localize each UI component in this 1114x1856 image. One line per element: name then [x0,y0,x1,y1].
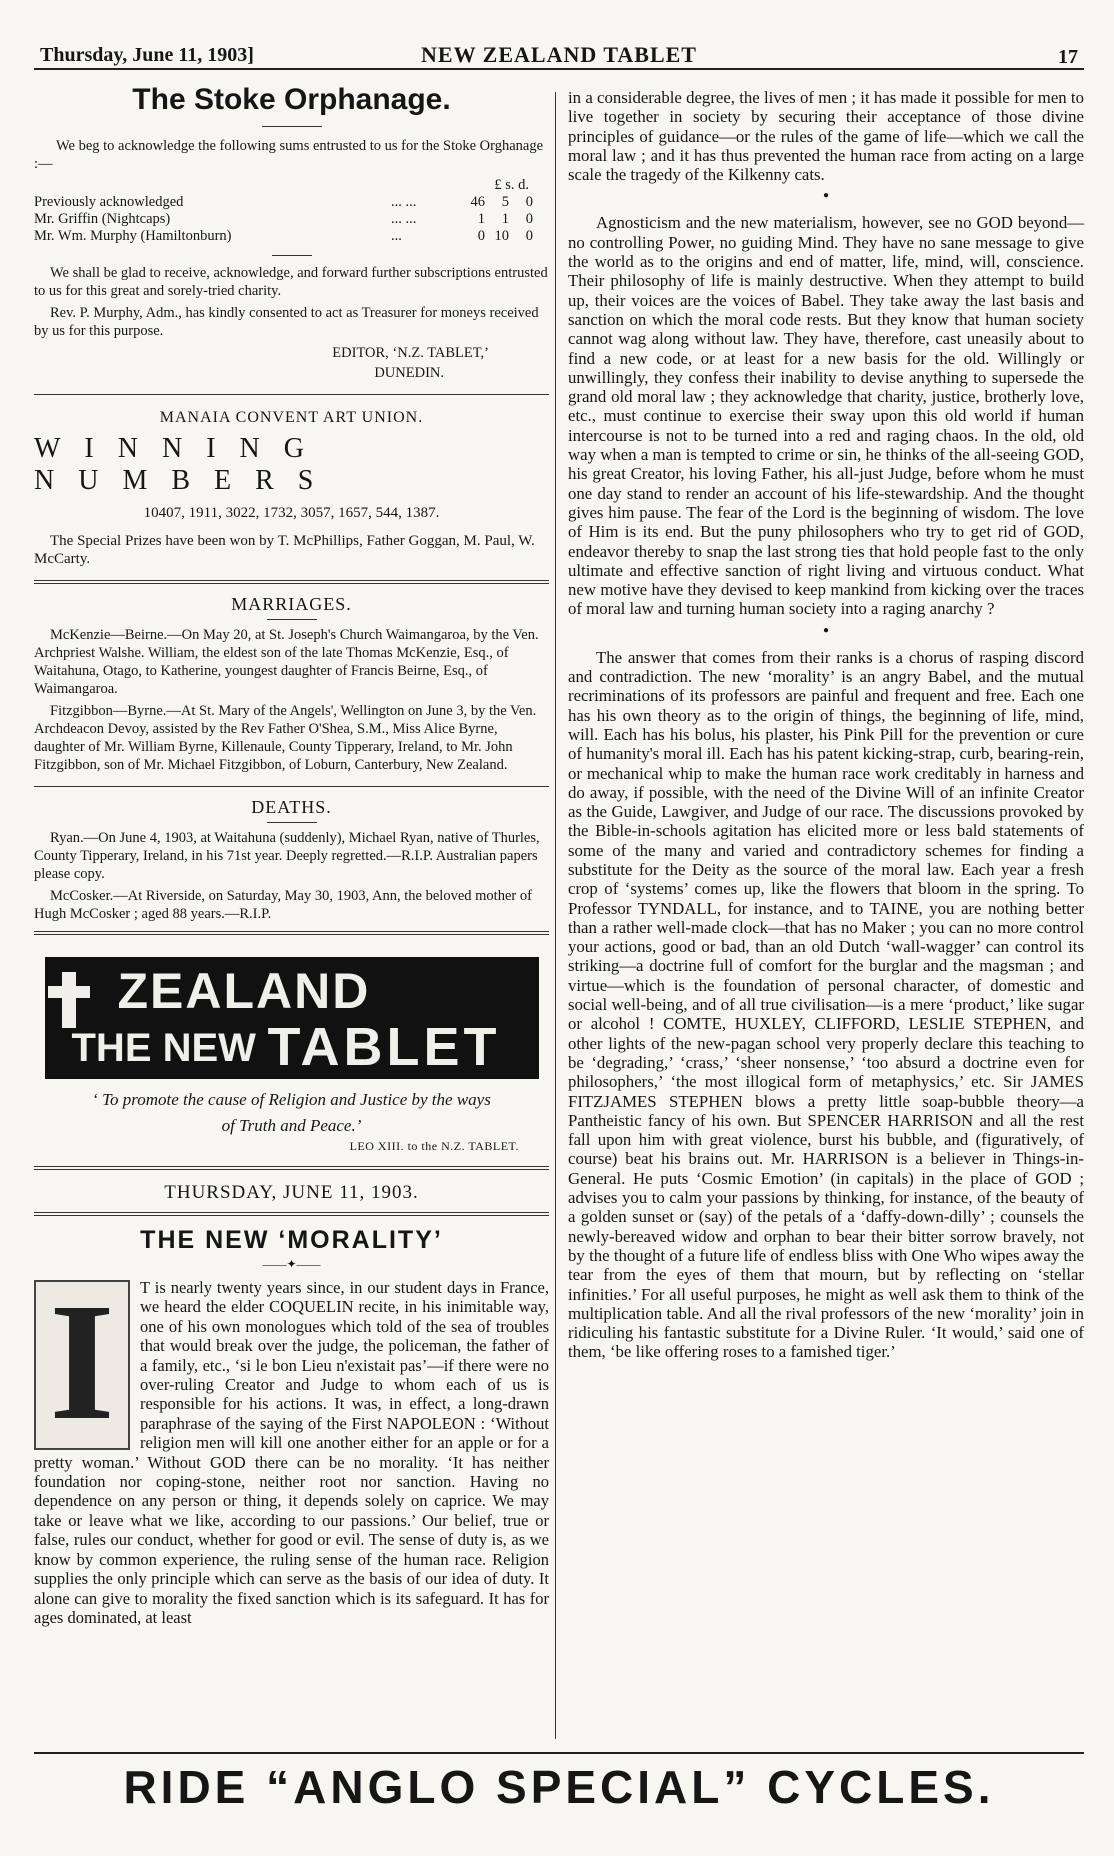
row-shillings: 5 [501,194,509,210]
prize-winners: The Special Prizes have been won by T. McPhillips, Father Goggan, M. Paul, W. McCarty. [34,533,535,567]
banner-line-tablet: TABLET [267,1017,501,1077]
ornament-divider: ——✦—— [262,1257,321,1271]
motto-attribution: LEO XIII. to the N.Z. TABLET. [349,1139,519,1153]
row-pence: 0 [525,211,533,227]
divider [262,126,322,127]
table-row [34,194,549,211]
masthead-banner [45,957,539,1079]
bullet-divider: ● [822,190,830,202]
editorial-title: THE NEW ‘MORALITY’ [140,1226,443,1254]
row-shillings: 10 [494,228,509,244]
footer-advertisement: RIDE “ANGLO SPECIAL” CYCLES. [123,1761,995,1813]
drop-cap-initial: I [34,1280,130,1450]
row-pence: 0 [525,194,533,210]
motto-line-2: of Truth and Peace.’ [221,1116,362,1135]
subscriptions-table [34,177,549,245]
marriage-notice: Fitzgibbon—Byrne.—At St. Mary of the Angels', Wellington on June 3, by the Ven. Archdeacon Devoy, assisted by the Rev Father O'Shea, S.M., Miss Alice Byrne, daughter of Mr. William Byrne, Killenaule, County Tipperary, Ireland, to Mr. John Fitzgibbon, son of Mr. Michael Fitzgibbon, of Loburn, Canterbury, New Zealand. [34,703,537,773]
currency-header: £ s. d. [494,177,529,193]
section-rule [34,931,549,935]
section-rule [34,394,549,395]
row-pounds: 1 [477,211,485,227]
cross-icon [62,972,76,1028]
divider [267,822,317,823]
row-label: Previously acknowledged [34,194,184,210]
deaths-title: DEATHS. [251,797,332,817]
right-column [568,88,1084,1362]
left-column [34,74,549,1627]
winning-numbers-heading: WINNING NUMBERS [34,433,338,496]
table-row [34,228,549,245]
article-paragraph: Agnosticism and the new materialism, however, see no GOD beyond—no controlling Power, no guiding Mind. They have no sane message to give the world as to the origins and end of matter, life, mind, will, conscience. Their philosophy of life is mainly destructive. When they attempt to build up, their voices are the voices of Babel. They take away the last basis and sanction on which the moral code rests. But they know that human society cannot wag along without law. They have, therefore, cast uneasily about to find a new code, or at least for a new basis for the old. Willingly or unwillingly, they confess their inability to devise anything to supersede the grand old moral law ; they acknowledge that charity, justice, brotherly love, etc., must continue to exercise their sway upon this old world if human intercourse is not to be turned into a red and raging chaos. In the old, old way when a man is tempted to crime or sin, he thinks of the all-seeing GOD, his great Creator, his loving Father, his all-just Judge, before whom he must one day stand to render an account of his life-stewardship. And the thought gives him pause. The fear of the Lord is the beginning of wisdom. The love of Him is its end. But the puny philosophers who try to get rid of GOD, endeavor thereby to snap the last strong ties that hold people fast to the only ultimate and effective sanction of right living and virtuous conduct. What new motive have they devised to keep mankind from kicking over the traces of moral law and turning human society into a raging anarchy ? [568,213,1084,619]
page-number: 17 [1058,46,1078,68]
column-divider [555,92,556,1739]
editor-signature: EDITOR, ‘N.Z. TABLET,’ [332,345,489,361]
section-rule [34,580,549,584]
banner-line-the-new: THE NEW [71,1026,256,1070]
section-rule [34,1212,549,1216]
banner-line-zealand: ZEALAND [117,963,371,1019]
row-pounds: 46 [470,194,485,210]
table-row [34,211,549,228]
publication-title: NEW ZEALAND TABLET [421,42,697,67]
currency-header-row [34,177,549,194]
footer-rule [34,1752,1084,1754]
row-dots: ... ... [391,194,417,210]
row-pence: 0 [525,228,533,244]
article-paragraph: The answer that comes from their ranks is a chorus of rasping discord and contradiction. The new ‘morality’ is an angry Babel, and the mutual recriminations of its professors are painful and frequent and free. Each one has his own theory as to the origin of things, the beginning of life, mind, will. Each has his bolus, his plaster, his Pink Pill for the prevention or cure of humanity's moral ill. Each has his patent kicking-strap, curb, bearing-rein, or mechanical whip to make the human race work creditably in harness and do away, if possible, with the need of the Divine Will of an infinite Creator as the Guide, Lawgiver, and Judge of our race. The discussions provoked by the Bible-in-schools agitation has elicited more or less bald statements of some of the many and varied and contradictory schemes for finding a substitute for the Deity as the source of the moral law. Each year a fresh crop of ‘systems’ comes up, like the flowers that bloom in the spring. To Professor TYNDALL, for instance, and to TAINE, you are nothing better than a rather well-made clock—that has no Maker ; you can no more control your actions, good or bad, than an old Dutch ‘wall-wagger’ can control its striking—a doctrine full of comfort for the burglar and the magsman ; and virtue—which is the foundation of personal character, of domestic and social well-being, and of all true civilisation—is a mere ‘product,’ like sugar or alcohol ! COMTE, HUXLEY, CLIFFORD, LESLIE STEPHEN, and other lights of the new-pagan school very properly declare this teaching to be ‘degrading,’ ‘crass,’ ‘sheer nonsense,’ ‘too absurd a doctrine even for philosophers,’ ‘the most illogical form of metaphysics,’ etc. Sir JAMES FITZJAMES STEPHEN blows a pretty little soap-bubble theory—a Pantheistic fancy of his own. But SPENCER HARRISON and all the rest fall upon him with great violence, burst his bubble, and (figuratively, of course) beat his brains out. Mr. HARRISON is a believer in Things-in-General. He puts ‘Cosmic Emotion’ (in capitals) in the place of GOD ; advises you to calm your passions by thinking, for instance, of the beauty of a golden sunset or (say) of the petals of a ‘daffy-down-dilly’ ; counsels the newly-bereaved widow and orphan to bear their bitter sorrow bravely, not by the thought of a future life of endless bliss with One Who wipes away the tear from the eyes of them that mourn, but by reflecting on ‘stellar infinities.’ For all useful purposes, he might as well ask them to think of the multiplication table. And all the rival professors of the new ‘morality’ join in ridiculing his fantastic substitute for a Divine Ruler. ‘It would,’ said one of them, ‘be like offering roses to a famished tiger.’ [568,647,1084,1362]
stoke-title: The Stoke Orphanage. [132,83,451,116]
header-rule [34,68,1084,70]
stoke-intro: We beg to acknowledge the following sums entrusted to us for the Stoke Orghanage :— [34,138,544,172]
stoke-treasurer: Rev. P. Murphy, Adm., has kindly consented to act as Treasurer for moneys received by us for this purpose. [34,305,539,339]
marriage-notice: McKenzie—Beirne.—On May 20, at St. Joseph's Church Waimangaroa, by the Ven. Archpriest Walshe. William, the eldest son of the late Thomas McKenzie, Esq., of Waitahuna, Otago, to Katherine, youngest daughter of Francis Beirne, Esq., of Waimangaroa. [34,627,539,697]
editor-location: DUNEDIN. [374,365,444,381]
row-pounds: 0 [477,228,485,244]
editorial-text: T is nearly twenty years since, in our student days in France, we heard the elder COQUELIN recite, in his inimitable way, one of his own monologues which told of the sea of troubles that would break over the judge, the policeman, the father of a family, etc., ‘si le bon Lieu n'existait pas’—if there were no over-ruling Creator and Judge to whom each of us is responsible for his actions. It was, in effect, a long-drawn paraphrase of the saying of the First NAPOLEON : ‘Without religion men will kill one another either for an apple or for a pretty woman.’ Without GOD there can be no morality. ‘It has neither foundation nor coping-stone, neither root nor sanction. Having no dependence on any person or thing, it depends solely on caprice. We may take or leave what we like, according to our passions.’ Our belief, true or false, rules our conduct, whether for good or evil. The sense of duty is, as we know by common experience, the ruling sense of the human race. Religion supplies the only principle which can serve as the basis of our idea of duty. It alone can give to morality the fixed sanction which is its safeguard. It has for ages dominated, at least [34,1278,549,1627]
page-header [34,36,1084,68]
section-rule [34,786,549,787]
marriages-title: MARRIAGES. [231,594,352,614]
motto-line-1: ‘ To promote the cause of Religion and Justice by the ways [92,1090,491,1109]
editorial-date: THURSDAY, JUNE 11, 1903. [164,1182,419,1203]
editorial-body [34,1269,549,1627]
death-notice: Ryan.—On June 4, 1903, at Waitahuna (suddenly), Michael Ryan, native of Thurles, County Tipperary, Ireland, in his 71st year. Deeply regretted.—R.I.P. Australian papers please copy. [34,830,540,882]
row-dots: ... ... [391,211,417,227]
divider [267,619,317,620]
section-rule [34,1166,549,1170]
row-label: Mr. Griffin (Nightcaps) [34,211,171,227]
death-notice: McCosker.—At Riverside, on Saturday, May 30, 1903, Ann, the beloved mother of Hugh McCosker ; aged 88 years.—R.I.P. [34,888,532,922]
manaia-title: MANAIA CONVENT ART UNION. [159,409,424,426]
row-dots: ... [391,228,402,244]
row-label: Mr. Wm. Murphy (Hamiltonburn) [34,228,232,244]
bullet-divider: ● [822,624,830,636]
issue-date: Thursday, June 11, 1903] [40,44,254,66]
winning-numbers: 10407, 1911, 3022, 1732, 3057, 1657, 544, 1387. [143,505,440,521]
divider [272,255,312,256]
stoke-note: We shall be glad to receive, acknowledge, and forward further subscriptions entrusted to us for this great and sorely-tried charity. [34,265,548,299]
article-paragraph: in a considerable degree, the lives of men ; it has made it possible for men to live together in society by securing their acceptance of those divine principles of guidance—or the rules of the game of life—which we call the moral law ; and it has thus prevented the human race from acting on a large scale the tragedy of the Kilkenny cats. [568,88,1084,185]
row-shillings: 1 [501,211,509,227]
cross-icon-bar [48,986,90,998]
